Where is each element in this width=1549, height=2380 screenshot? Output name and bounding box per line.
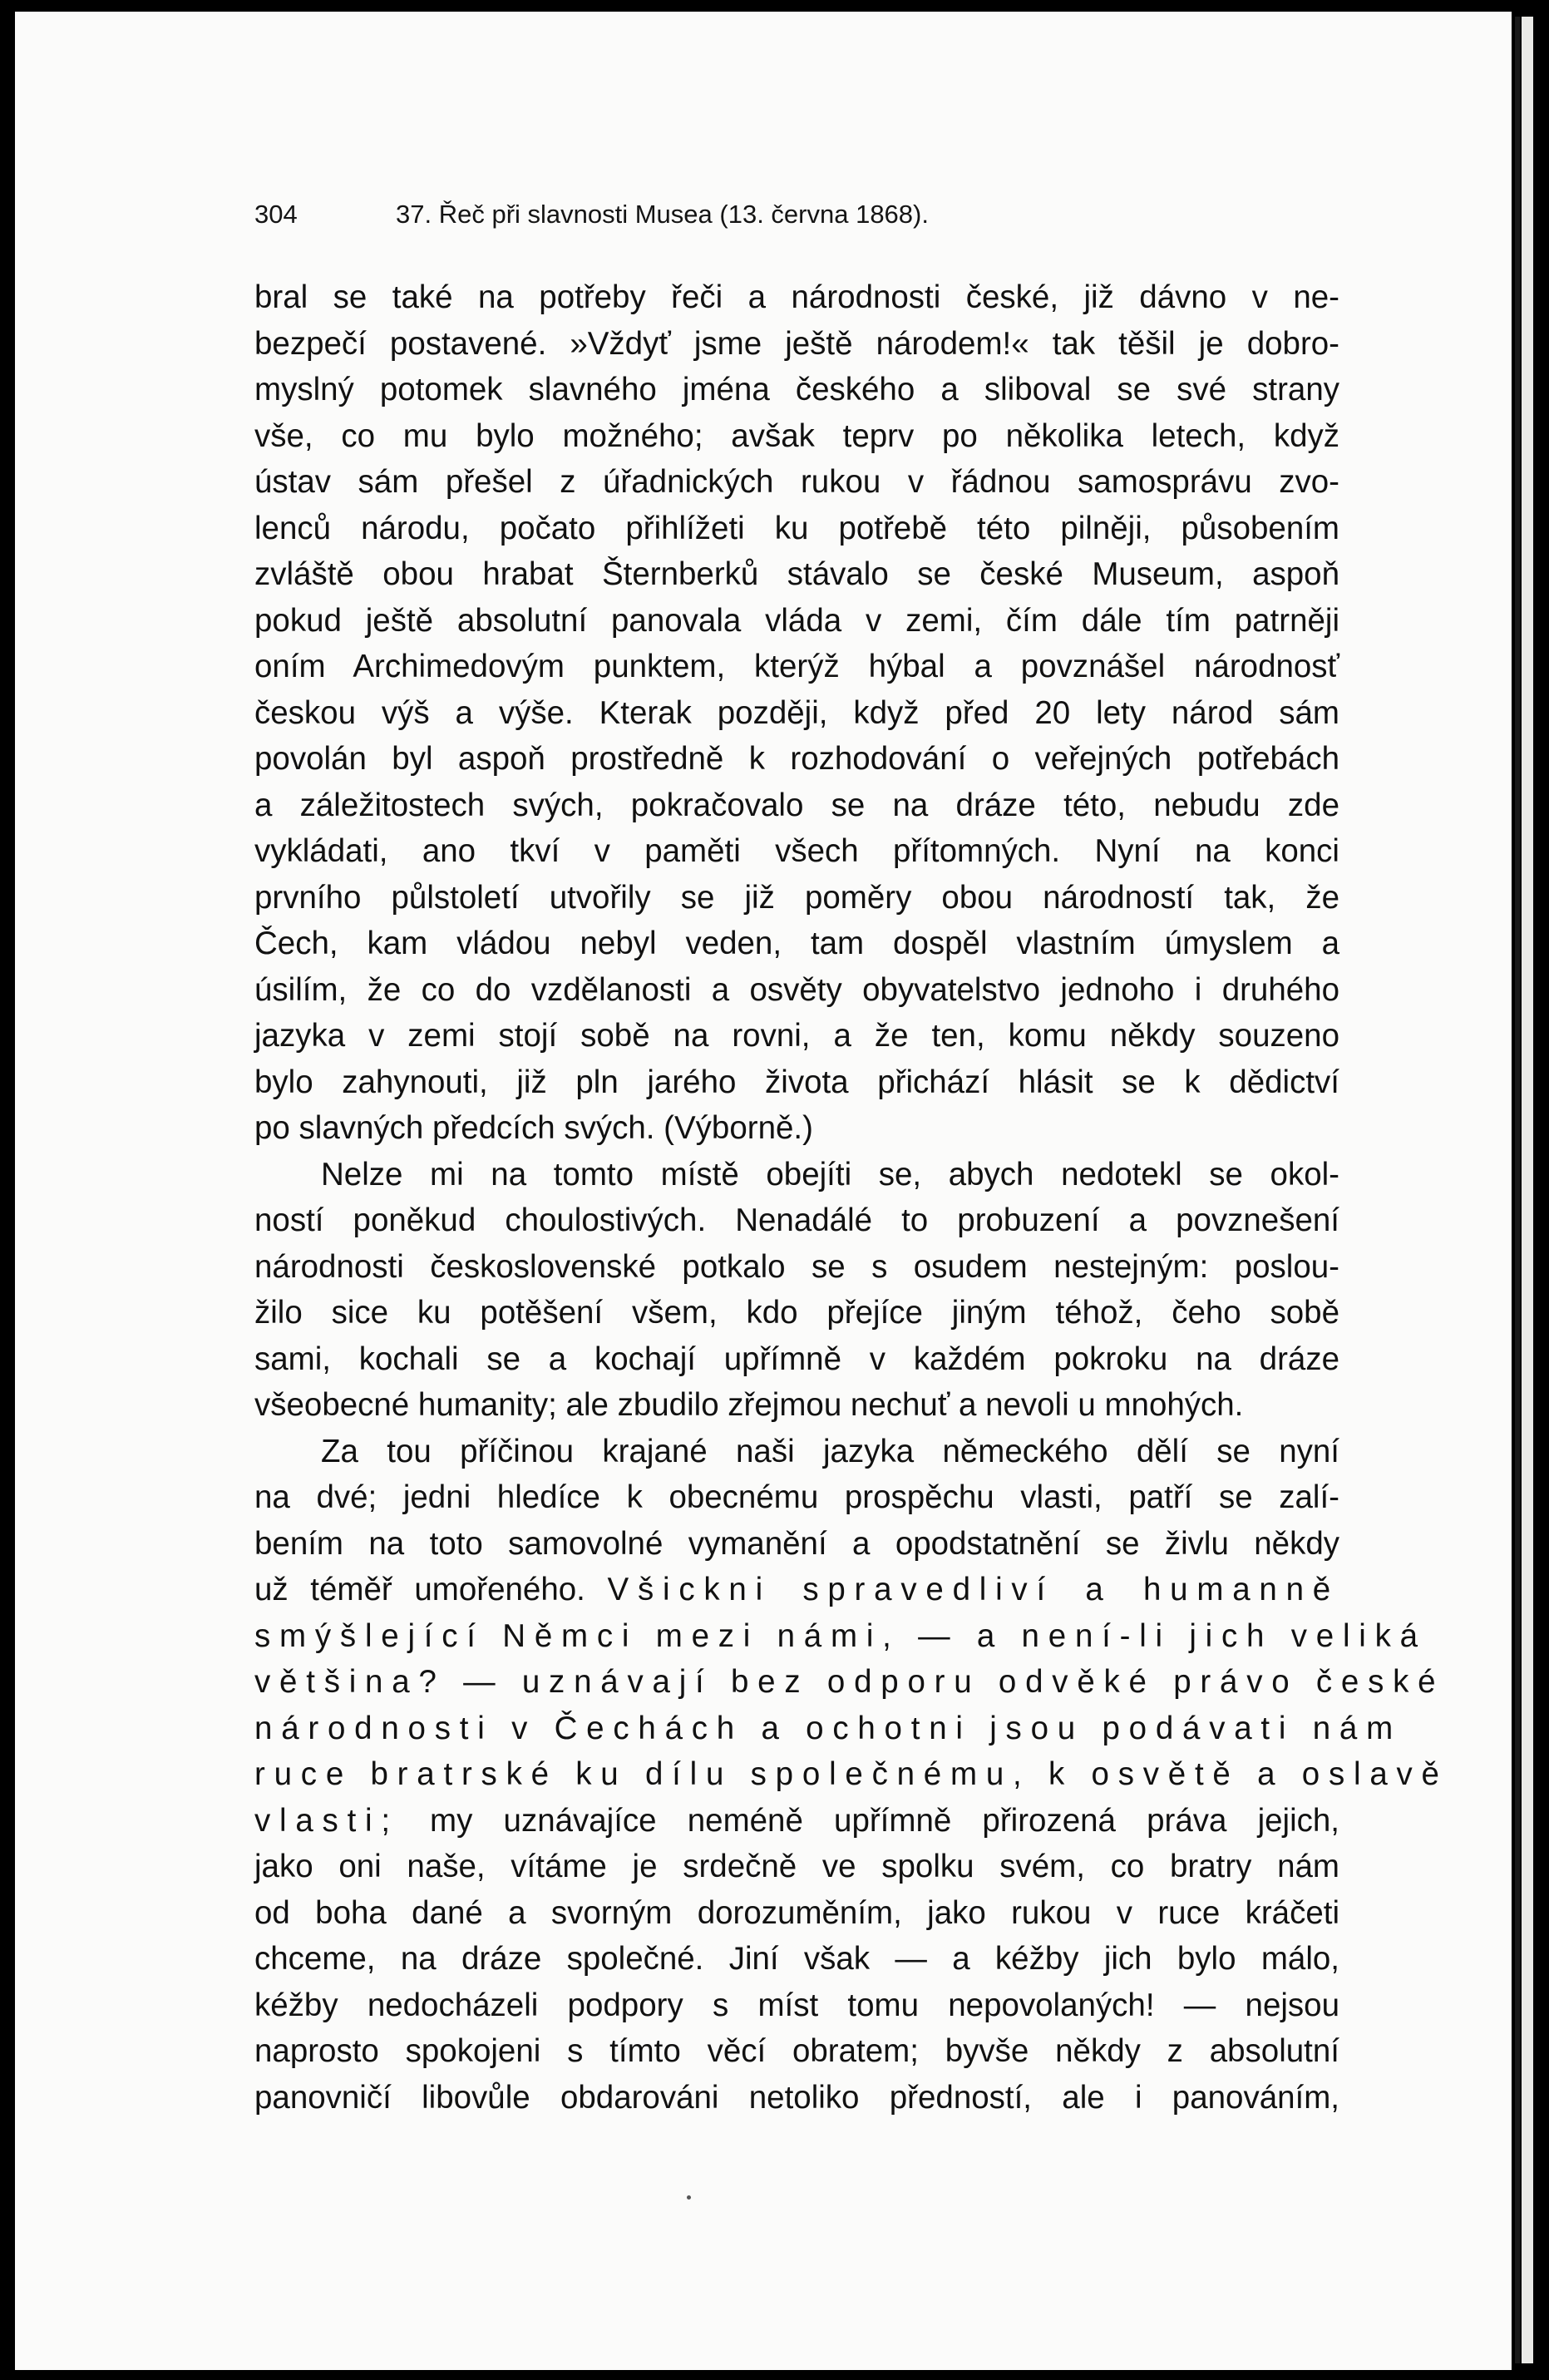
text-line: sami, kochali se a kochají upřímně v každém pokroku na dráze bbox=[254, 1341, 1339, 1377]
text-line bbox=[254, 1706, 1402, 1752]
text-line bbox=[254, 1798, 1339, 1844]
spaced-emphasis: národnosti v Čechách a ochotni jsou podávati nám bbox=[254, 1710, 1402, 1746]
text-line bbox=[254, 1659, 1445, 1706]
body-text bbox=[254, 274, 1448, 2121]
text-line: bylo zahynouti, již pln jarého života přichází hlásit se k dědictví bbox=[254, 1064, 1339, 1100]
text-line: bením na toto samovolné vymanění a opodstatnění se živlu někdy bbox=[254, 1525, 1339, 1562]
line-text: už téměř umořeného. bbox=[254, 1572, 585, 1607]
text-line: Za tou příčinou krajané naši jazyka německého dělí se nyní bbox=[321, 1433, 1339, 1469]
text-line: chceme, na dráze společné. Jiní však — a kéžby jich bylo málo, bbox=[254, 1941, 1339, 1977]
text-line: českou výš a výše. Kterak později, když před 20 lety národ sám bbox=[254, 694, 1339, 731]
text-line: panovničí libovůle obdarováni netoliko předností, ale i panováním, bbox=[254, 2079, 1339, 2116]
text-line: naprosto spokojeni s tímto věcí obratem; byvše někdy z absolutní bbox=[254, 2033, 1339, 2069]
page-edge-shadow bbox=[1515, 17, 1520, 2363]
text-line: lenců národu, počato přihlížeti ku potřebě této pilněji, působením bbox=[254, 510, 1339, 546]
text-line bbox=[254, 1613, 1427, 1660]
text-line: oním Archimedovým punktem, kterýž hýbal a povznášel národnosť bbox=[254, 649, 1339, 684]
text-line: po slavných předcích svých. (Výborně.) bbox=[254, 1110, 813, 1146]
text-line: národnosti československé potkalo se s osudem nestejným: poslou- bbox=[254, 1248, 1339, 1285]
running-header bbox=[254, 200, 929, 230]
spaced-emphasis: smýšlející Němci mezi námi, — a není-li jich veliká bbox=[254, 1617, 1427, 1654]
text-line: vykládati, ano tkví v paměti všech přítomných. Nyní na konci bbox=[254, 833, 1339, 869]
text-line: vše, co mu bylo možného; avšak teprv po několika letech, když bbox=[254, 417, 1339, 454]
text-line: úsilím, že co do vzdělanosti a osvěty obyvatelstvo jednoho i druhého bbox=[254, 971, 1339, 1008]
text-line: Čech, kam vládou nebyl veden, tam dospěl vlastním úmyslem a bbox=[254, 926, 1339, 961]
text-line bbox=[254, 1567, 1339, 1613]
text-line: prvního půlstoletí utvořily se již poměry obou národností tak, že bbox=[254, 879, 1339, 916]
text-line: Nelze mi na tomto místě obejíti se, abych nedotekl se okol- bbox=[321, 1156, 1339, 1192]
running-title: 37. Řeč při slavnosti Musea (13. června 1868). bbox=[396, 200, 929, 229]
text-line: zvláště obou hrabat Šternberků stávalo se české Museum, aspoň bbox=[254, 556, 1339, 592]
text-line: myslný potomek slavného jména českého a sliboval se své strany bbox=[254, 372, 1339, 407]
text-line: všeobecné humanity; ale zbudilo zřejmou nechuť a nevoli u mnohých. bbox=[254, 1387, 1244, 1423]
text-line: pokud ještě absolutní panovala vláda v zemi, čím dále tím patrněji bbox=[254, 602, 1339, 639]
text-line: žilo sice ku potěšení všem, kdo přejíce jiným téhož, čeho sobě bbox=[254, 1295, 1339, 1331]
print-speck bbox=[687, 2195, 691, 2200]
text-line: od boha dané a svorným dorozuměním, jako rukou v ruce kráčeti bbox=[254, 1894, 1339, 1931]
text-line: bral se také na potřeby řeči a národnosti české, již dávno v ne- bbox=[254, 279, 1339, 315]
text-line: povolán byl aspoň prostředně k rozhodování o veřejných potřebách bbox=[254, 741, 1339, 777]
page-number: 304 bbox=[254, 200, 298, 229]
text-line bbox=[254, 1751, 1448, 1798]
text-line: a záležitostech svých, pokračovalo se na dráze této, nebudu zde bbox=[254, 787, 1339, 823]
line-text: my uznávajíce neméně upřímně přirozená práva jejich, bbox=[430, 1802, 1339, 1839]
text-line: bezpečí postavené. »Vždyť jsme ještě národem!« tak těšil je dobro- bbox=[254, 325, 1339, 362]
spaced-emphasis: vlasti; bbox=[254, 1802, 399, 1839]
spaced-emphasis: ruce bratrské ku dílu společnému, k osvětě a oslavě bbox=[254, 1756, 1448, 1792]
text-line: na dvé; jedni hledíce k obecnému prospěchu vlasti, patří se zalí- bbox=[254, 1479, 1339, 1515]
spaced-emphasis: Všickni spravedliví a humanně bbox=[607, 1572, 1339, 1607]
text-line: jako oni naše, vítáme je srdečně ve spolku svém, co bratry nám bbox=[254, 1849, 1339, 1884]
next-page-edge bbox=[1522, 17, 1533, 2363]
text-line: ností poněkud choulostivých. Nenadálé to probuzení a povznešení bbox=[254, 1202, 1339, 1238]
spaced-emphasis: většina? — uznávají bez odporu odvěké právo české bbox=[254, 1664, 1445, 1700]
text-line: kéžby nedocházeli podpory s míst tomu nepovolaných! — nejsou bbox=[254, 1987, 1339, 2023]
text-line: ústav sám přešel z úřadnických rukou v řádnou samosprávu zvo- bbox=[254, 464, 1339, 500]
text-line: jazyka v zemi stojí sobě na rovni, a že ten, komu někdy souzeno bbox=[254, 1018, 1339, 1054]
